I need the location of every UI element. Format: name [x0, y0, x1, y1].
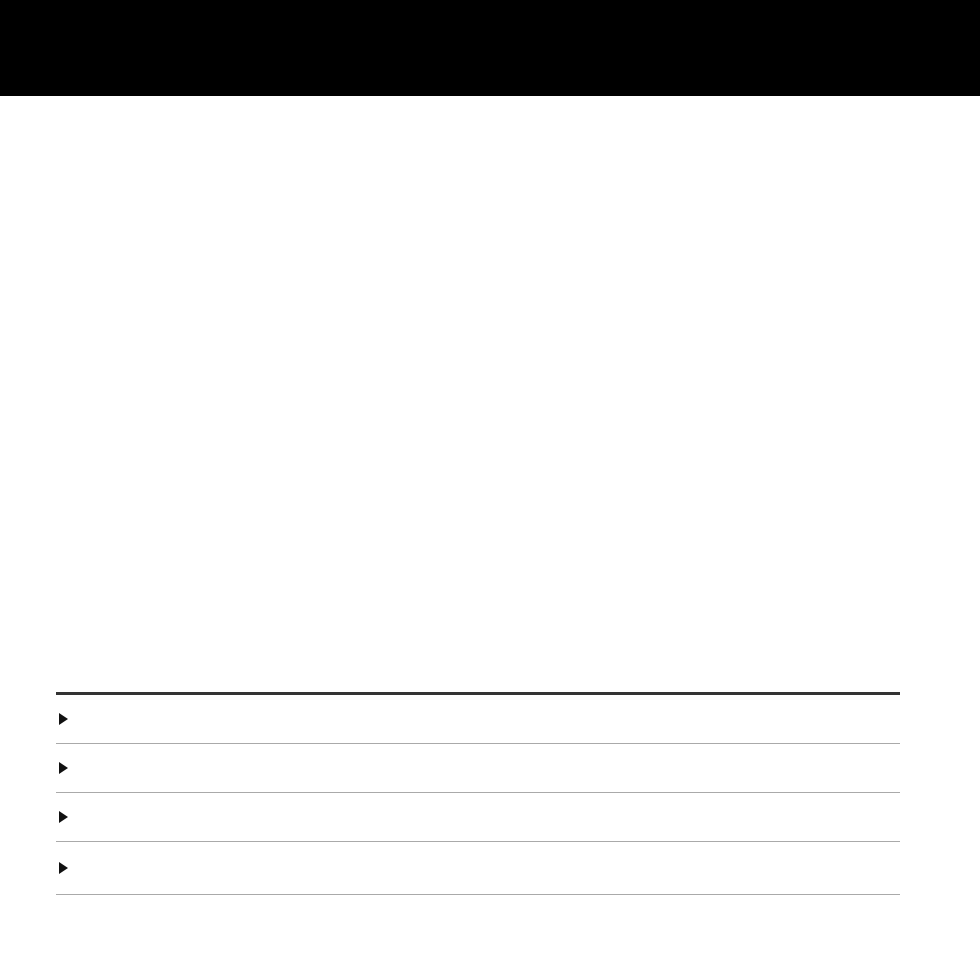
- spec-list: [56, 692, 900, 895]
- header-banner: [0, 0, 980, 96]
- spec-row-type: [56, 695, 900, 744]
- spec-row-material: [56, 744, 900, 793]
- technical-drawing: [0, 96, 980, 686]
- spec-row-length: [56, 842, 900, 895]
- triangle-bullet-icon: [59, 762, 68, 774]
- spec-row-thread: [56, 793, 900, 842]
- triangle-bullet-icon: [59, 862, 68, 874]
- triangle-bullet-icon: [59, 713, 68, 725]
- triangle-bullet-icon: [59, 811, 68, 823]
